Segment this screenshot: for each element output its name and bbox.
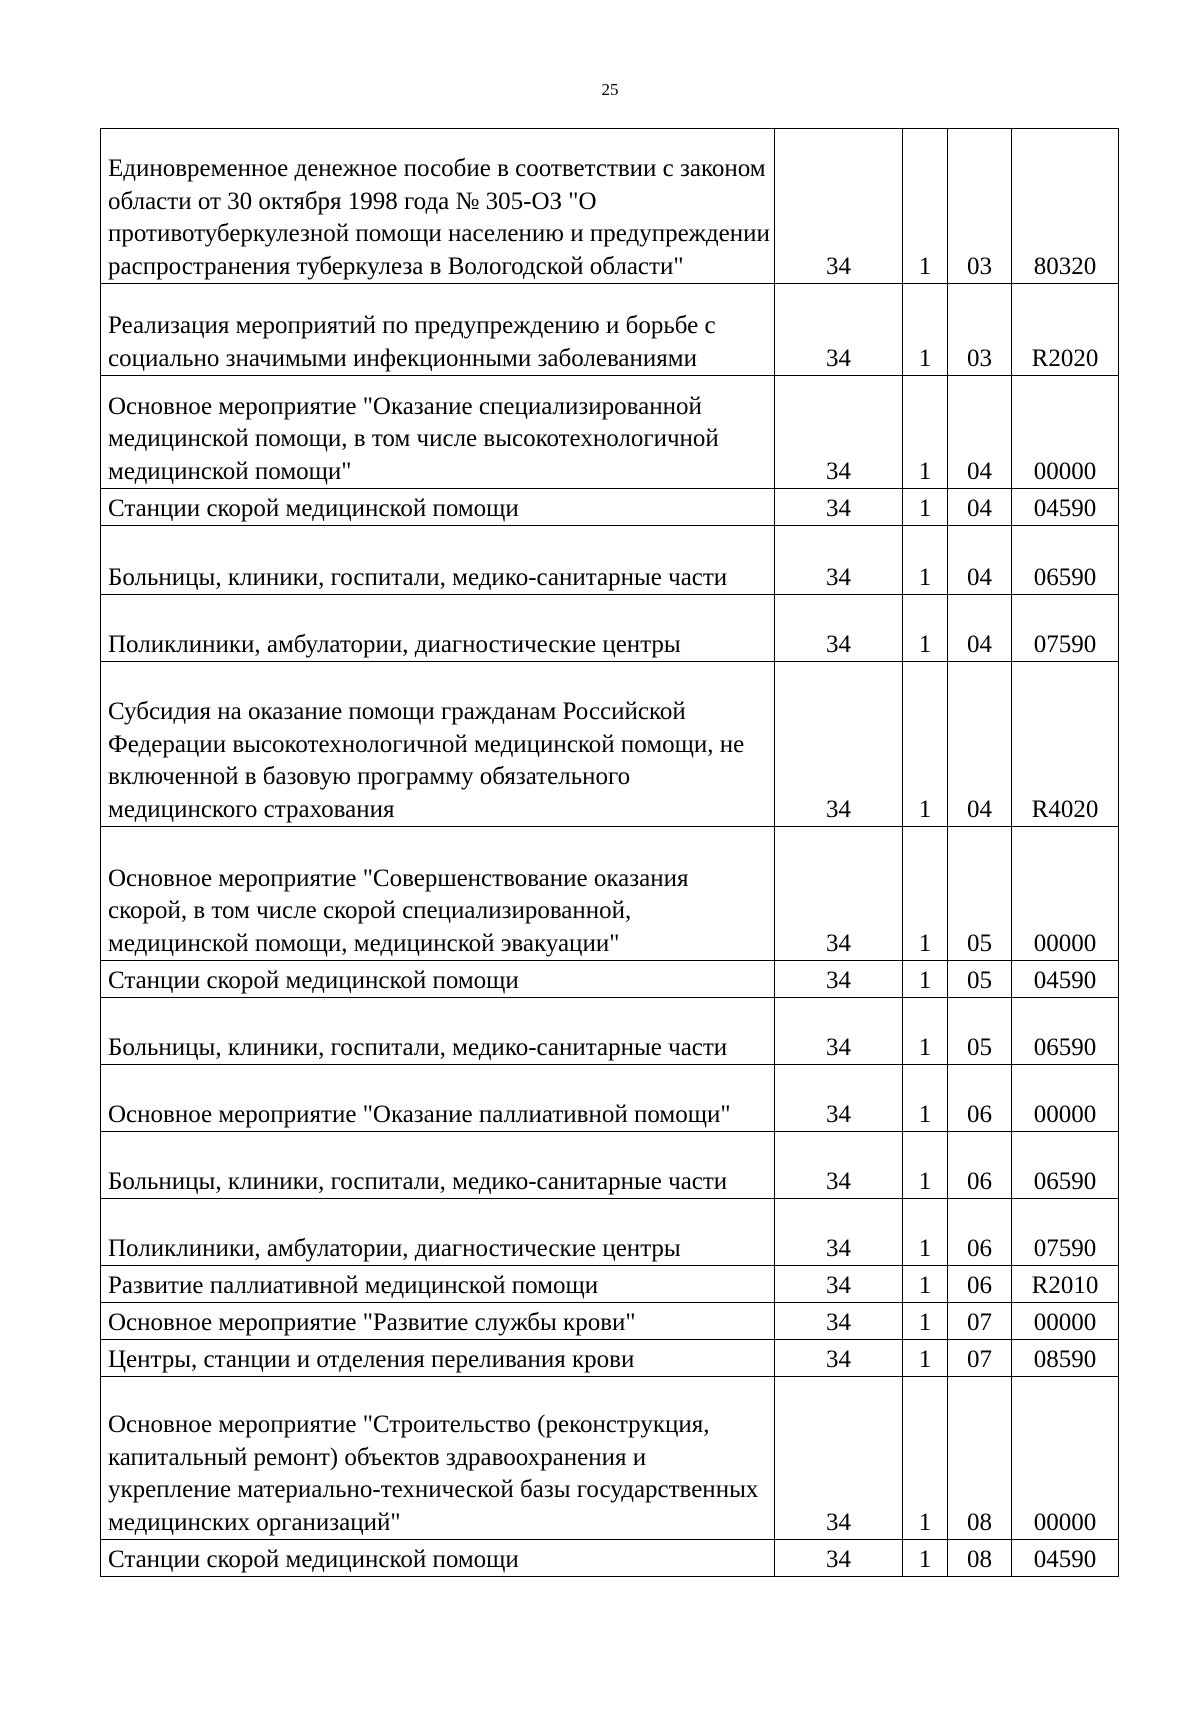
event-code: 07 xyxy=(948,1340,1012,1377)
program-code: 34 xyxy=(775,662,903,827)
event-code: 03 xyxy=(948,284,1012,376)
event-code: 07 xyxy=(948,1303,1012,1340)
row-name: Больницы, клиники, госпитали, медико-санитарные части xyxy=(101,526,775,595)
table-row xyxy=(101,1199,1119,1266)
row-name: Станции скорой медицинской помощи xyxy=(101,489,775,526)
event-code: 06 xyxy=(948,1132,1012,1199)
table-row xyxy=(101,376,1119,489)
direction-code: 04590 xyxy=(1012,1540,1119,1577)
table-row xyxy=(101,998,1119,1065)
row-name: Поликлиники, амбулатории, диагностические центры xyxy=(101,595,775,662)
table-row xyxy=(101,961,1119,998)
row-name: Единовременное денежное пособие в соответствии с законом области от 30 октября 1998 года № 305-ОЗ "О противотуберкулезной помощи населению и предупреждении распространения туберкулеза в Вологодской области" xyxy=(101,129,775,284)
subprogram-code: 1 xyxy=(903,1340,948,1377)
subprogram-code: 1 xyxy=(903,827,948,961)
table-body xyxy=(101,129,1119,1577)
program-code: 34 xyxy=(775,284,903,376)
direction-code: R2010 xyxy=(1012,1266,1119,1303)
program-code: 34 xyxy=(775,1540,903,1577)
table-row xyxy=(101,1132,1119,1199)
program-code: 34 xyxy=(775,1377,903,1540)
table-row xyxy=(101,662,1119,827)
subprogram-code: 1 xyxy=(903,1132,948,1199)
row-name: Центры, станции и отделения переливания крови xyxy=(101,1340,775,1377)
program-code: 34 xyxy=(775,526,903,595)
direction-code: 00000 xyxy=(1012,1303,1119,1340)
direction-code: R4020 xyxy=(1012,662,1119,827)
direction-code: 04590 xyxy=(1012,489,1119,526)
direction-code: 06590 xyxy=(1012,998,1119,1065)
subprogram-code: 1 xyxy=(903,1199,948,1266)
table-row xyxy=(101,1377,1119,1540)
row-name: Основное мероприятие "Строительство (реконструкция, капитальный ремонт) объектов здравоохранения и укрепление материально-технической базы государственных медицинских организаций" xyxy=(101,1377,775,1540)
subprogram-code: 1 xyxy=(903,595,948,662)
subprogram-code: 1 xyxy=(903,1065,948,1132)
subprogram-code: 1 xyxy=(903,1303,948,1340)
table-row xyxy=(101,1266,1119,1303)
program-code: 34 xyxy=(775,129,903,284)
event-code: 08 xyxy=(948,1377,1012,1540)
table-row xyxy=(101,1303,1119,1340)
program-code: 34 xyxy=(775,595,903,662)
row-name: Поликлиники, амбулатории, диагностические центры xyxy=(101,1199,775,1266)
row-name: Основное мероприятие "Совершенствование оказания скорой, в том числе скорой специализированной, медицинской помощи, медицинской эвакуации" xyxy=(101,827,775,961)
program-code: 34 xyxy=(775,376,903,489)
program-code: 34 xyxy=(775,1340,903,1377)
event-code: 06 xyxy=(948,1065,1012,1132)
row-name: Больницы, клиники, госпитали, медико-санитарные части xyxy=(101,998,775,1065)
event-code: 06 xyxy=(948,1199,1012,1266)
direction-code: 00000 xyxy=(1012,376,1119,489)
event-code: 04 xyxy=(948,662,1012,827)
program-code: 34 xyxy=(775,489,903,526)
table-row xyxy=(101,526,1119,595)
event-code: 06 xyxy=(948,1266,1012,1303)
event-code: 04 xyxy=(948,595,1012,662)
program-code: 34 xyxy=(775,1303,903,1340)
table-row xyxy=(101,1340,1119,1377)
event-code: 04 xyxy=(948,376,1012,489)
row-name: Субсидия на оказание помощи гражданам Российской Федерации высокотехнологичной медицинской помощи, не включенной в базовую программу обязательного медицинского страхования xyxy=(101,662,775,827)
row-name: Реализация мероприятий по предупреждению и борьбе с социально значимыми инфекционными заболеваниями xyxy=(101,284,775,376)
event-code: 08 xyxy=(948,1540,1012,1577)
row-name: Основное мероприятие "Развитие службы крови" xyxy=(101,1303,775,1340)
subprogram-code: 1 xyxy=(903,129,948,284)
direction-code: 00000 xyxy=(1012,1065,1119,1132)
direction-code: 07590 xyxy=(1012,595,1119,662)
program-code: 34 xyxy=(775,1266,903,1303)
table-row xyxy=(101,1065,1119,1132)
subprogram-code: 1 xyxy=(903,662,948,827)
subprogram-code: 1 xyxy=(903,284,948,376)
table-row xyxy=(101,595,1119,662)
subprogram-code: 1 xyxy=(903,376,948,489)
direction-code: 00000 xyxy=(1012,1377,1119,1540)
page-number: 25 xyxy=(601,80,619,99)
table-row xyxy=(101,489,1119,526)
direction-code: 07590 xyxy=(1012,1199,1119,1266)
subprogram-code: 1 xyxy=(903,526,948,595)
subprogram-code: 1 xyxy=(903,1540,948,1577)
row-name: Основное мероприятие "Оказание специализированной медицинской помощи, в том числе высокотехнологичной медицинской помощи" xyxy=(101,376,775,489)
event-code: 04 xyxy=(948,489,1012,526)
event-code: 05 xyxy=(948,827,1012,961)
direction-code: R2020 xyxy=(1012,284,1119,376)
direction-code: 00000 xyxy=(1012,827,1119,961)
subprogram-code: 1 xyxy=(903,1377,948,1540)
row-name: Станции скорой медицинской помощи xyxy=(101,961,775,998)
subprogram-code: 1 xyxy=(903,1266,948,1303)
subprogram-code: 1 xyxy=(903,961,948,998)
table-row xyxy=(101,1540,1119,1577)
row-name: Основное мероприятие "Оказание паллиативной помощи" xyxy=(101,1065,775,1132)
event-code: 04 xyxy=(948,526,1012,595)
event-code: 05 xyxy=(948,998,1012,1065)
program-code: 34 xyxy=(775,1065,903,1132)
row-name: Развитие паллиативной медицинской помощи xyxy=(101,1266,775,1303)
direction-code: 04590 xyxy=(1012,961,1119,998)
direction-code: 80320 xyxy=(1012,129,1119,284)
row-name: Станции скорой медицинской помощи xyxy=(101,1540,775,1577)
table-row xyxy=(101,129,1119,284)
program-code: 34 xyxy=(775,998,903,1065)
event-code: 03 xyxy=(948,129,1012,284)
program-code: 34 xyxy=(775,1199,903,1266)
direction-code: 08590 xyxy=(1012,1340,1119,1377)
budget-classification-table xyxy=(100,128,1119,1577)
event-code: 05 xyxy=(948,961,1012,998)
subprogram-code: 1 xyxy=(903,998,948,1065)
direction-code: 06590 xyxy=(1012,526,1119,595)
table-row xyxy=(101,284,1119,376)
program-code: 34 xyxy=(775,827,903,961)
program-code: 34 xyxy=(775,1132,903,1199)
direction-code: 06590 xyxy=(1012,1132,1119,1199)
row-name: Больницы, клиники, госпитали, медико-санитарные части xyxy=(101,1132,775,1199)
subprogram-code: 1 xyxy=(903,489,948,526)
program-code: 34 xyxy=(775,961,903,998)
table-row xyxy=(101,827,1119,961)
